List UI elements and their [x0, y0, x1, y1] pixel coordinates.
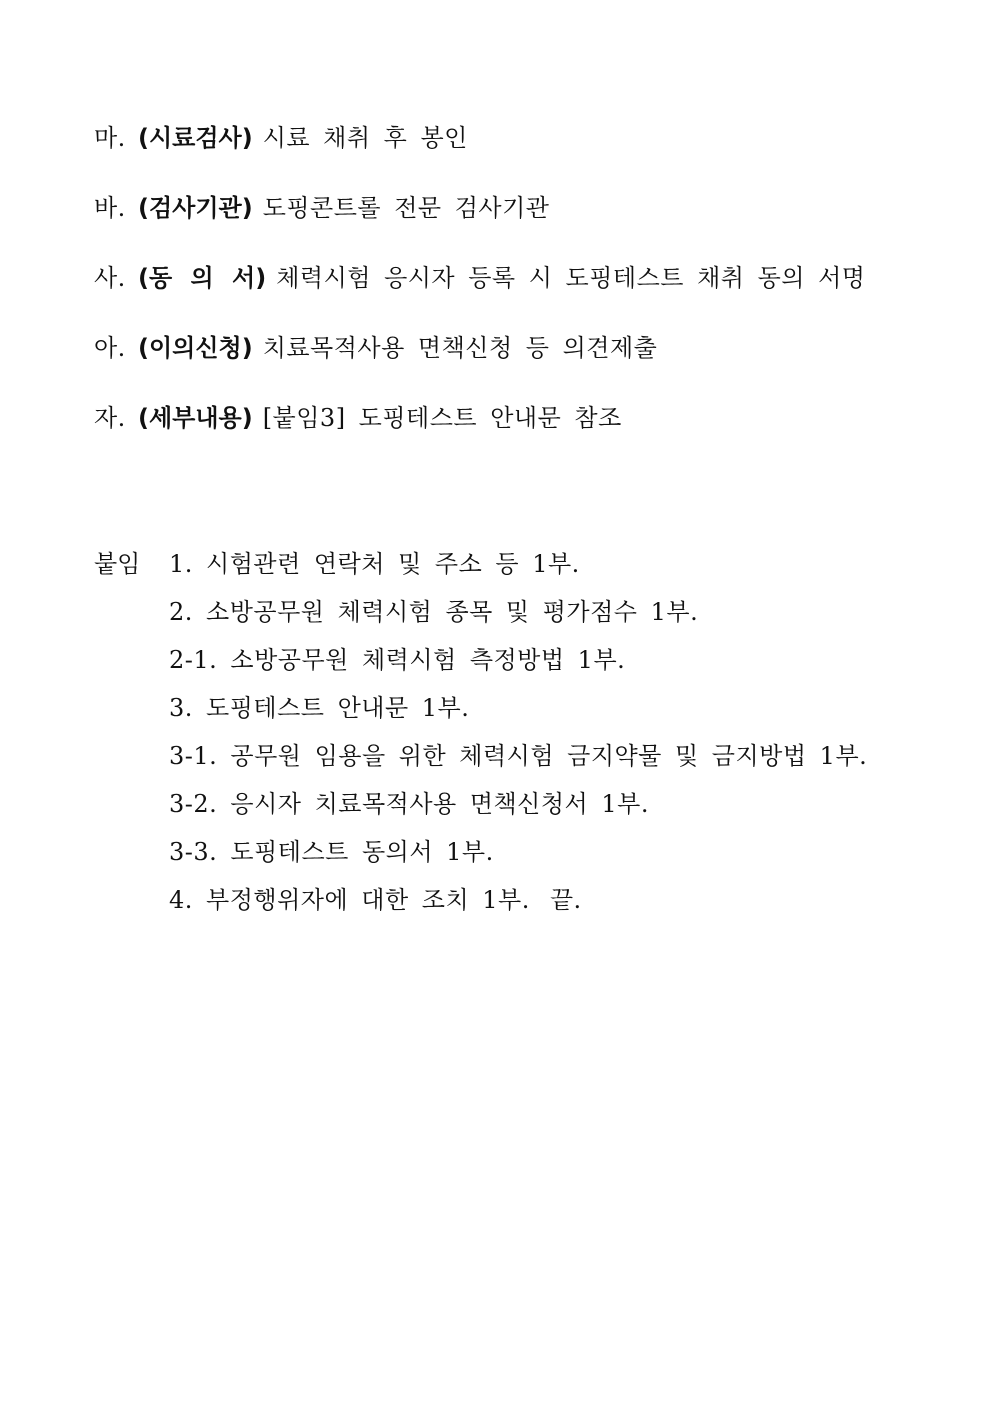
- attachment-line: 2-1. 소방공무원 체력시험 측정방법 1부.: [169, 646, 626, 674]
- item-label: (세부내용): [138, 404, 253, 432]
- item-testing-agency: [94, 192, 549, 224]
- item-marker: 사.: [94, 264, 126, 292]
- item-objection: [94, 332, 657, 364]
- attachment-line: 1. 시험관련 연락처 및 주소 등 1부.: [169, 550, 580, 578]
- item-sample-inspection: [94, 122, 468, 154]
- item-text: 도핑콘트롤 전문 검사기관: [262, 194, 550, 222]
- item-marker: 자.: [94, 404, 126, 432]
- item-marker: 마.: [94, 124, 126, 152]
- item-text: 체력시험 응시자 등록 시 도핑테스트 채취 동의 서명: [276, 264, 866, 292]
- attachment-line: 2. 소방공무원 체력시험 종목 및 평가점수 1부.: [169, 598, 699, 626]
- item-label: (검사기관): [138, 194, 253, 222]
- attachment-line: 3-2. 응시자 치료목적사용 면책신청서 1부.: [169, 790, 649, 818]
- item-label: (동 의 서): [138, 264, 267, 292]
- item-marker: 아.: [94, 334, 126, 362]
- attachment-line: 3. 도핑테스트 안내문 1부.: [169, 694, 470, 722]
- item-label: (이의신청): [138, 334, 253, 362]
- attachment-line: 3-3. 도핑테스트 동의서 1부.: [169, 838, 494, 866]
- item-label: (시료검사): [138, 124, 253, 152]
- item-details: [94, 402, 622, 434]
- item-marker: 바.: [94, 194, 126, 222]
- item-text: 시료 채취 후 봉인: [262, 124, 468, 152]
- item-text: 치료목적사용 면책신청 등 의견제출: [262, 334, 658, 362]
- attachment-line-last: [169, 884, 582, 916]
- end-mark: 끝.: [549, 886, 582, 914]
- item-consent-form: [94, 262, 865, 294]
- attachments-heading: 붙임: [94, 550, 141, 578]
- item-text: [붙임3] 도핑테스트 안내문 참조: [262, 404, 622, 432]
- attachment-line: 3-1. 공무원 임용을 위한 체력시험 금지약물 및 금지방법 1부.: [169, 742, 868, 770]
- attachment-line-text: 4. 부정행위자에 대한 조치 1부.: [169, 886, 530, 914]
